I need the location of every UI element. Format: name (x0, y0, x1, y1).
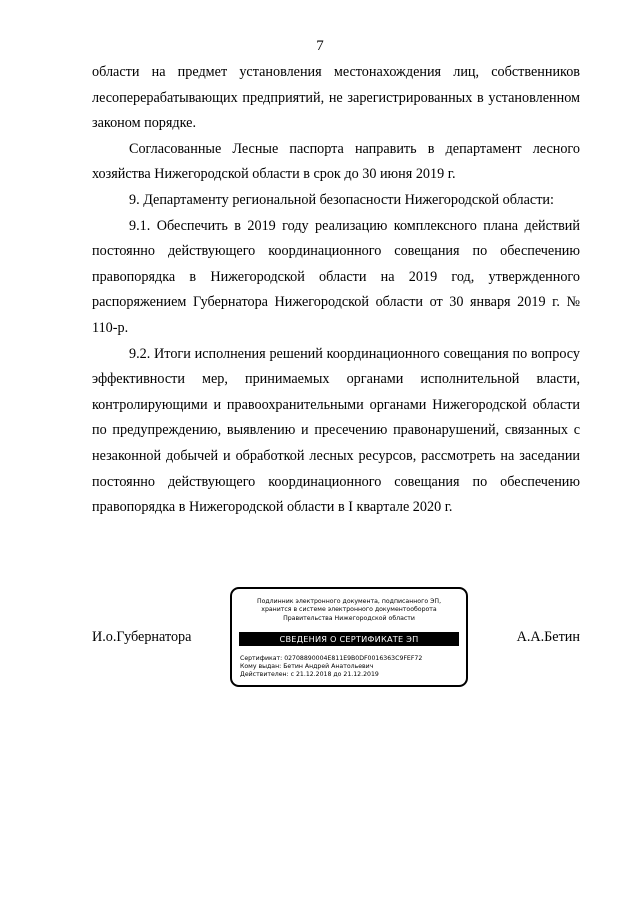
stamp-certificate-row (240, 655, 460, 663)
stamp-details (240, 655, 460, 680)
signature-block (92, 586, 580, 692)
certificate-label: Сертификат: (240, 655, 283, 662)
stamp-valid-row (240, 671, 460, 679)
stamp-notice (232, 598, 466, 623)
signatory-name: А.А.Бетин (516, 629, 580, 645)
page-number: 7 (316, 38, 324, 54)
document-body (92, 60, 580, 521)
paragraph-continuation: области на предмет установления местонахождения лиц, собственников лесоперерабатывающих предприятий, не зарегистрированных в установленном законом порядке. (92, 64, 580, 132)
certificate-value: 02708890004E811E9B0DF0016363C9FEF72 (284, 655, 423, 662)
valid-label: Действителен: (240, 671, 289, 679)
stamp-notice-line: хранится в системе электронного документооборота (261, 606, 437, 614)
issued-to-label: Кому выдан: (240, 663, 282, 671)
paragraph-item-9-1: 9.1. Обеспечить в 2019 году реализацию комплексного плана действий постоянно действующего координационного совещания по обеспечению правопорядка в Нижегородской области на 2019 год, утвержденного распоряжением Губернатора Нижегородской области от 30 января 2019 г. № 110-р. (92, 217, 580, 336)
electronic-signature-stamp (230, 587, 468, 687)
stamp-notice-line: Подлинник электронного документа, подписанного ЭП, (256, 598, 442, 605)
valid-value: с 21.12.2018 до 21.12.2019 (290, 671, 379, 679)
issued-to-value: Бетин Андрей Анатольевич (283, 663, 374, 671)
signatory-title: И.о.Губернатора (92, 629, 192, 645)
paragraph-forest-passports: Согласованные Лесные паспорта направить в департамент лесного хозяйства Нижегородской области в срок до 30 июня 2019 г. (92, 140, 580, 183)
paragraph-item-9: 9. Департаменту региональной безопасности Нижегородской области: (129, 191, 554, 208)
stamp-notice-line: Правительства Нижегородской области (283, 614, 415, 622)
stamp-header: СВЕДЕНИЯ О СЕРТИФИКАТЕ ЭП (239, 632, 459, 646)
paragraph-item-9-2: 9.2. Итоги исполнения решений координационного совещания по вопросу эффективности мер, принимаемых органами исполнительной власти, контролирующими и правоохранительными органами Нижегородской области по предупреждению, выявлению и пресечению правонарушений, связанных с незаконной добычей и обработкой лесных ресурсов, рассмотреть на заседании постоянно действующего координационного совещания по обеспечению правопорядка в Нижегородской области в I квартале 2020 г. (92, 345, 580, 516)
